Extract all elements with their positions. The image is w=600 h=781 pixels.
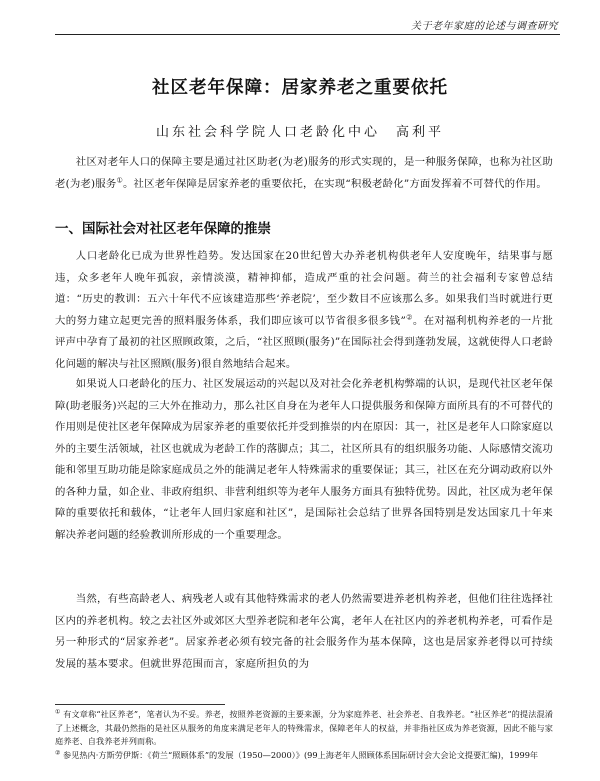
footnote-ref-2[interactable]: ② — [405, 313, 413, 322]
footnote-text: 参见热内·方斯劳伊斯：《荷兰“照顾体系”的发展（1950—2000）》(99上海老年人照顾体系国际研讨会大会论文提要汇编)，1999年 — [63, 749, 539, 760]
section-heading: 一、国际社会对社区老年保障的推崇 — [55, 221, 271, 237]
footnote-divider — [55, 704, 225, 705]
article-title: 社区老年保障：居家养老之重要依托 — [152, 78, 448, 98]
footnotes — [55, 708, 553, 762]
paragraph-1-text-cont: 。在对福利机构养老的一片批评声中孕育了最初的社区照顾政策，之后，“社区照顾(服务)”在国际社会得到蓬勃发展，这就使得人口老龄化问题的解决与社区照顾(服务)很自然地结合起来。 — [55, 314, 553, 370]
running-header — [55, 14, 560, 35]
author-byline: 山东社会科学院人口老龄化中心 高利平 — [155, 125, 444, 140]
paragraph-1-text: 人口老龄化已成为世界性趋势。发达国家在20世纪曾大办养老机构供老年人安度晚年，结果事与愿违，众多老年人晚年孤寂，亲情淡漠，精神抑郁，造成严重的社会问题。荷兰的社会福利专家曾总结道：“历史的教训：五六十年代不应该建造那些‘养老院’，至少数目不应该那么多。如果我们当时就进行更大的努力建立起更完善的照料服务体系，我们即应该可以节省很多很多钱” — [55, 250, 553, 327]
footnote-ref-1[interactable]: ① — [116, 176, 123, 185]
running-header-text: 关于老年家庭的论述与调查研究 — [411, 21, 558, 32]
paragraph-2 — [55, 374, 553, 546]
paragraph-3 — [55, 589, 553, 675]
footnote-mark: ② — [55, 748, 61, 756]
footnote-text: 有文章称“社区养老”，笔者认为不妥。养老，按照养老资源的主要来源，分为家庭养老、社会养老、自我养老。“社区养老”的提法混淆了上述概念，其最仍然指的是社区从服务的角度来满足老年人的特殊需求，保障老年人的权益，并非指社区成为养老资源，因此不能与家庭养老、自我养老并列而称。 — [55, 709, 554, 746]
intro-paragraph — [55, 152, 553, 195]
footnote-item — [55, 708, 553, 749]
paragraph-3-text: 当然，有些高龄老人、病残老人或有其他特殊需求的老人仍然需要进养老机构养老，但他们往往选择社区内的养老机构。较之去社区外或郊区大型养老院和老年公寓，老年人在社区内的养老机构养老，可看作是另一种形式的“居家养老”。居家养老必须有较完备的社会服务作为基本保障，这也是居家养老得以可持续发展的基本要求。但就世界范围而言，家庭所担负的为 — [55, 593, 553, 670]
paragraph-1 — [55, 246, 553, 375]
footnote-mark: ① — [55, 708, 61, 716]
intro-text-cont: 。社区老年保障是居家养老的重要依托，在实现“积极老龄化”方面发挥着不可替代的作用。 — [122, 177, 548, 190]
intro-text: 社区对老年人口的保障主要是通过社区助老(为老)服务的形式实现的，是一种服务保障，也称为社区助老(为老)服务 — [55, 156, 553, 190]
paragraph-2-text: 如果说人口老龄化的压力、社区发展运动的兴起以及对社会化养老机构弊端的认识，是现代社区老年保障(助老服务)兴起的三大外在推动力，那么社区自身在为老年人口提供服务和保障方面所具有的不可替代的作用则是使社区老年保障成为居家养老的重要依托并受到推崇的内在原因：其一，社区是老年人口除家庭以外的主要生活领域，社区也就成为老龄工作的落脚点；其二，社区所具有的组织服务功能、人际感情交流功能和邻里互助功能是除家庭成员之外的能满足老年人特殊需求的重要保证；其三，社区在充分调动政府以外的各种力量，如企业、非政府组织、非营利组织等为老年人服务方面具有独特优势。因此，社区成为老年保障的重要依托和载体，“让老年人回归家庭和社区”，是国际社会总结了世界各国特别是发达国家几十年来解决养老问题的经验教训所形成的一个重要理念。 — [55, 378, 553, 541]
footnote-item — [55, 749, 553, 763]
